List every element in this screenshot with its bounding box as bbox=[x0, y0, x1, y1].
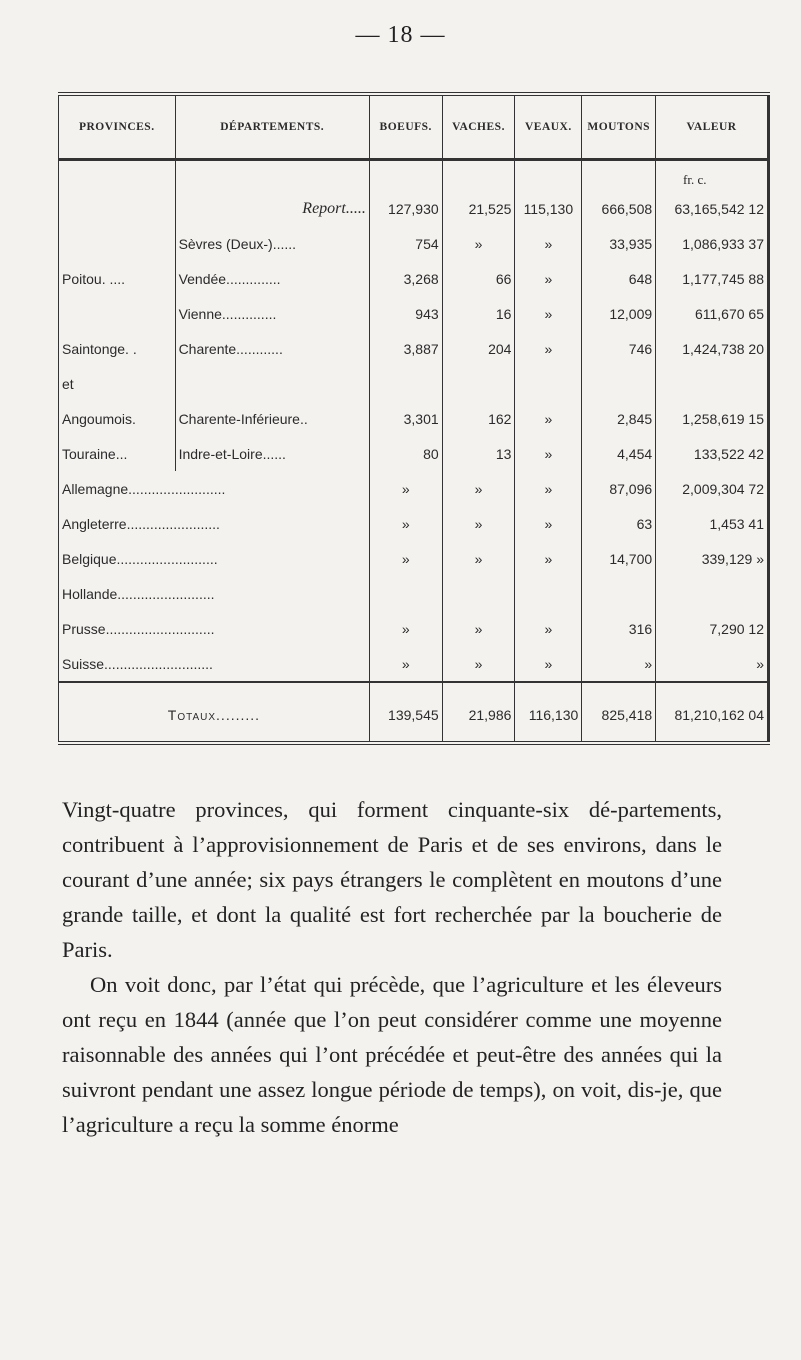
cell-province: Angoumois. bbox=[59, 401, 176, 436]
cell-boeufs bbox=[369, 366, 442, 401]
cell-moutons: 33,935 bbox=[582, 226, 656, 261]
total-boeufs: 139,545 bbox=[369, 682, 442, 743]
cell-boeufs: 943 bbox=[369, 296, 442, 331]
table-row bbox=[59, 646, 769, 682]
cell-valeur: 7,290 12 bbox=[656, 611, 769, 646]
cell-moutons: 316 bbox=[582, 611, 656, 646]
cell-moutons: 2,845 bbox=[582, 401, 656, 436]
cell-valeur: 1,453 41 bbox=[656, 506, 769, 541]
cell-departement: Report..... bbox=[175, 160, 369, 227]
table-row bbox=[59, 226, 769, 261]
body-text bbox=[62, 792, 722, 1142]
cell-vaches: » bbox=[442, 506, 515, 541]
cell-boeufs: 3,301 bbox=[369, 401, 442, 436]
cell-departement: Sèvres (Deux-)...... bbox=[175, 226, 369, 261]
cell-veaux: » bbox=[515, 296, 582, 331]
cell-vaches: » bbox=[442, 226, 515, 261]
cell-vaches bbox=[442, 576, 515, 611]
header-veaux: VEAUX. bbox=[515, 94, 582, 160]
page-number: — 18 — bbox=[355, 22, 446, 48]
cell-vaches bbox=[442, 366, 515, 401]
cell-valeur: 1,424,738 20 bbox=[656, 331, 769, 366]
cell-veaux: 115,130 bbox=[515, 160, 582, 227]
cell-vaches: 204 bbox=[442, 331, 515, 366]
cell-boeufs bbox=[369, 576, 442, 611]
cell-veaux: » bbox=[515, 611, 582, 646]
totals-row bbox=[59, 682, 769, 743]
cell-departement: Vendée.............. bbox=[175, 261, 369, 296]
cell-moutons: 746 bbox=[582, 331, 656, 366]
table-row bbox=[59, 541, 769, 576]
total-vaches: 21,986 bbox=[442, 682, 515, 743]
cell-valeur: 1,086,933 37 bbox=[656, 226, 769, 261]
header-provinces: PROVINCES. bbox=[59, 94, 176, 160]
cell-boeufs: 754 bbox=[369, 226, 442, 261]
cell-valeur: 339,129 » bbox=[656, 541, 769, 576]
cell-valeur: » bbox=[656, 646, 769, 682]
total-label: Totaux......... bbox=[59, 682, 370, 743]
cell-moutons: 666,508 bbox=[582, 160, 656, 227]
total-veaux: 116,130 bbox=[515, 682, 582, 743]
cell-moutons bbox=[582, 576, 656, 611]
cell-province: et bbox=[59, 366, 176, 401]
total-moutons: 825,418 bbox=[582, 682, 656, 743]
cell-vaches: » bbox=[442, 541, 515, 576]
cell-valeur: 2,009,304 72 bbox=[656, 471, 769, 506]
table-row bbox=[59, 506, 769, 541]
cell-province: Angleterre........................ bbox=[59, 506, 370, 541]
cell-province bbox=[59, 296, 176, 331]
cell-boeufs: 80 bbox=[369, 436, 442, 471]
cell-moutons bbox=[582, 366, 656, 401]
cell-valeur: 611,670 65 bbox=[656, 296, 769, 331]
cell-moutons: 87,096 bbox=[582, 471, 656, 506]
cell-veaux bbox=[515, 576, 582, 611]
cell-province: Hollande......................... bbox=[59, 576, 370, 611]
cell-valeur bbox=[656, 366, 769, 401]
cell-veaux bbox=[515, 366, 582, 401]
cell-boeufs: 127,930 bbox=[369, 160, 442, 227]
paragraph-1: Vingt-quatre provinces, qui forment cinquante-six dé-partements, contribuent à l’approvisionnement de Paris et de ses environs, dans le courant d’une année; six pays étrangers le complètent en moutons d’une grande taille, et dont la qualité est fort recherchée par la boucherie de Paris. bbox=[62, 797, 722, 962]
cell-boeufs: » bbox=[369, 471, 442, 506]
cell-veaux: » bbox=[515, 331, 582, 366]
table-row bbox=[59, 331, 769, 366]
cell-vaches: 13 bbox=[442, 436, 515, 471]
cell-vaches: » bbox=[442, 611, 515, 646]
cell-veaux: » bbox=[515, 506, 582, 541]
cell-province bbox=[59, 160, 176, 227]
table-row bbox=[59, 296, 769, 331]
livestock-table bbox=[58, 92, 770, 745]
cell-boeufs: » bbox=[369, 611, 442, 646]
cell-moutons: 14,700 bbox=[582, 541, 656, 576]
table-row bbox=[59, 401, 769, 436]
paragraph-2: On voit donc, par l’état qui précède, que l’agriculture et les éleveurs ont reçu en 1844 (année que l’on peut considérer comme une moyenne raisonnable des années qui l’ont précédée et peut-être des années qui la suivront pendant une assez longue période de temps), on voit, dis-je, que l’agriculture a reçu la somme énorme bbox=[62, 972, 722, 1137]
cell-moutons: 63 bbox=[582, 506, 656, 541]
cell-veaux: » bbox=[515, 471, 582, 506]
cell-departement: Indre-et-Loire...... bbox=[175, 436, 369, 471]
table-row bbox=[59, 436, 769, 471]
cell-veaux: » bbox=[515, 436, 582, 471]
cell-vaches: 66 bbox=[442, 261, 515, 296]
cell-province: Touraine... bbox=[59, 436, 176, 471]
cell-province: Allemagne......................... bbox=[59, 471, 370, 506]
cell-moutons: 4,454 bbox=[582, 436, 656, 471]
cell-valeur: 133,522 42 bbox=[656, 436, 769, 471]
cell-vaches: » bbox=[442, 646, 515, 682]
table-body bbox=[59, 160, 769, 744]
header-departements: DÉPARTEMENTS. bbox=[175, 94, 369, 160]
cell-province: Saintonge. . bbox=[59, 331, 176, 366]
cell-vaches: 21,525 bbox=[442, 160, 515, 227]
cell-veaux: » bbox=[515, 401, 582, 436]
units-label: fr. c. bbox=[683, 172, 707, 187]
cell-boeufs: 3,887 bbox=[369, 331, 442, 366]
cell-boeufs: » bbox=[369, 506, 442, 541]
cell-veaux: » bbox=[515, 261, 582, 296]
cell-vaches: » bbox=[442, 471, 515, 506]
total-valeur: 81,210,162 04 bbox=[656, 682, 769, 743]
cell-departement bbox=[175, 366, 369, 401]
cell-veaux: » bbox=[515, 541, 582, 576]
header-moutons: MOUTONS bbox=[582, 94, 656, 160]
cell-valeur: 1,177,745 88 bbox=[656, 261, 769, 296]
table-row bbox=[59, 366, 769, 401]
cell-vaches: 16 bbox=[442, 296, 515, 331]
cell-veaux: » bbox=[515, 226, 582, 261]
cell-moutons: 648 bbox=[582, 261, 656, 296]
cell-veaux: » bbox=[515, 646, 582, 682]
cell-departement: Vienne.............. bbox=[175, 296, 369, 331]
cell-departement: Charente............ bbox=[175, 331, 369, 366]
cell-province bbox=[59, 226, 176, 261]
cell-boeufs: 3,268 bbox=[369, 261, 442, 296]
cell-boeufs: » bbox=[369, 646, 442, 682]
table-row bbox=[59, 261, 769, 296]
cell-departement: Charente-Inférieure.. bbox=[175, 401, 369, 436]
cell-valeur bbox=[656, 576, 769, 611]
table-row bbox=[59, 160, 769, 227]
cell-province: Belgique.......................... bbox=[59, 541, 370, 576]
cell-valeur: 1,258,619 15 bbox=[656, 401, 769, 436]
table-row bbox=[59, 576, 769, 611]
header-vaches: VACHES. bbox=[442, 94, 515, 160]
cell-province: Prusse............................ bbox=[59, 611, 370, 646]
table-header-row bbox=[59, 94, 769, 160]
cell-valeur: 63,165,542 12 bbox=[656, 160, 769, 227]
cell-province: Suisse............................ bbox=[59, 646, 370, 682]
cell-boeufs: » bbox=[369, 541, 442, 576]
cell-province: Poitou. .... bbox=[59, 261, 176, 296]
cell-moutons: 12,009 bbox=[582, 296, 656, 331]
table-row bbox=[59, 611, 769, 646]
table-row bbox=[59, 471, 769, 506]
cell-vaches: 162 bbox=[442, 401, 515, 436]
cell-moutons: » bbox=[582, 646, 656, 682]
header-boeufs: BOEUFS. bbox=[369, 94, 442, 160]
header-valeur: VALEUR bbox=[656, 94, 769, 160]
